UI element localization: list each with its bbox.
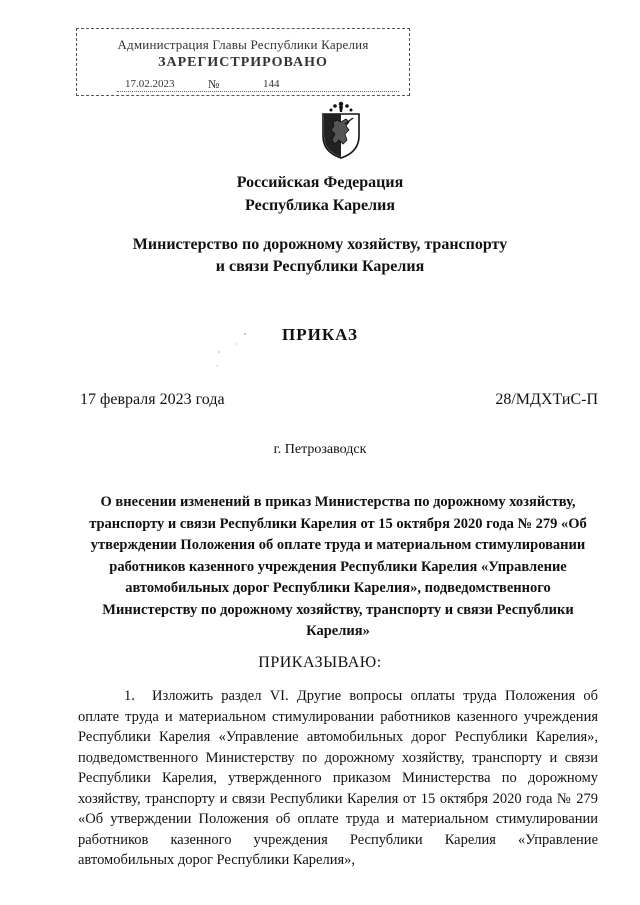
stamp-organization: Администрация Главы Республики Карелия xyxy=(117,37,369,52)
stamp-underline xyxy=(117,91,399,92)
item-1-text: Изложить раздел VI. Другие вопросы оплаты труда Положения об оплате труда и материальном стимулировании работников казенного учреждения Республики Карелия «Управление автомобильных дорог Республики Карелия», подведомственного Министерству по дорожному хозяйству, транспорту и связи Республики Карелия, утвержденного приказом Министерства по дорожному хозяйству, транспорту и связи Республики Карелия от 15 октября 2020 года № 279 «Об утверждении Положения об оплате труда и материальном стимулировании работников казенного учреждения Республики Карелия «Управление автомобильных дорог Республики Карелия», xyxy=(78,688,598,868)
registration-stamp xyxy=(76,28,410,96)
karelia-emblem-icon xyxy=(319,100,363,160)
document-number: 28/МДХТиС-П xyxy=(495,391,598,408)
header-ministry-line1: Министерство по дорожному хозяйству, транспорту xyxy=(132,236,508,253)
document-subject: О внесении изменений в приказ Министерства по дорожному хозяйству, транспорту и связи Республики Карелия от 15 октября 2020 года № 279 «Об утверждении Положения об оплате труда и материальном стимулировании работников казенного учреждения Республики Карелия «Управление автомобильных дорог Республики Карелия», подведомственного Министерству по дорожному хозяйству, транспорту и связи Республики Карелия» xyxy=(89,494,587,639)
header-country: Российская Федерация xyxy=(236,174,404,191)
stamp-number-label: № xyxy=(208,77,220,91)
stamp-number: 144 xyxy=(263,78,280,90)
item-1-number: 1. xyxy=(124,688,135,704)
header-republic: Республика Карелия xyxy=(245,197,395,214)
stamp-registered: ЗАРЕГИСТРИРОВАНО xyxy=(158,55,328,70)
document-city: г. Петрозаводск xyxy=(273,442,367,457)
document-date: 17 февраля 2023 года xyxy=(80,391,225,408)
item-1 xyxy=(78,686,598,871)
header-ministry-line2: и связи Республики Карелия xyxy=(215,258,425,275)
stamp-date: 17.02.2023 xyxy=(125,78,175,90)
document-type: ПРИКАЗ xyxy=(282,325,358,344)
order-verb: ПРИКАЗЫВАЮ: xyxy=(258,654,382,671)
